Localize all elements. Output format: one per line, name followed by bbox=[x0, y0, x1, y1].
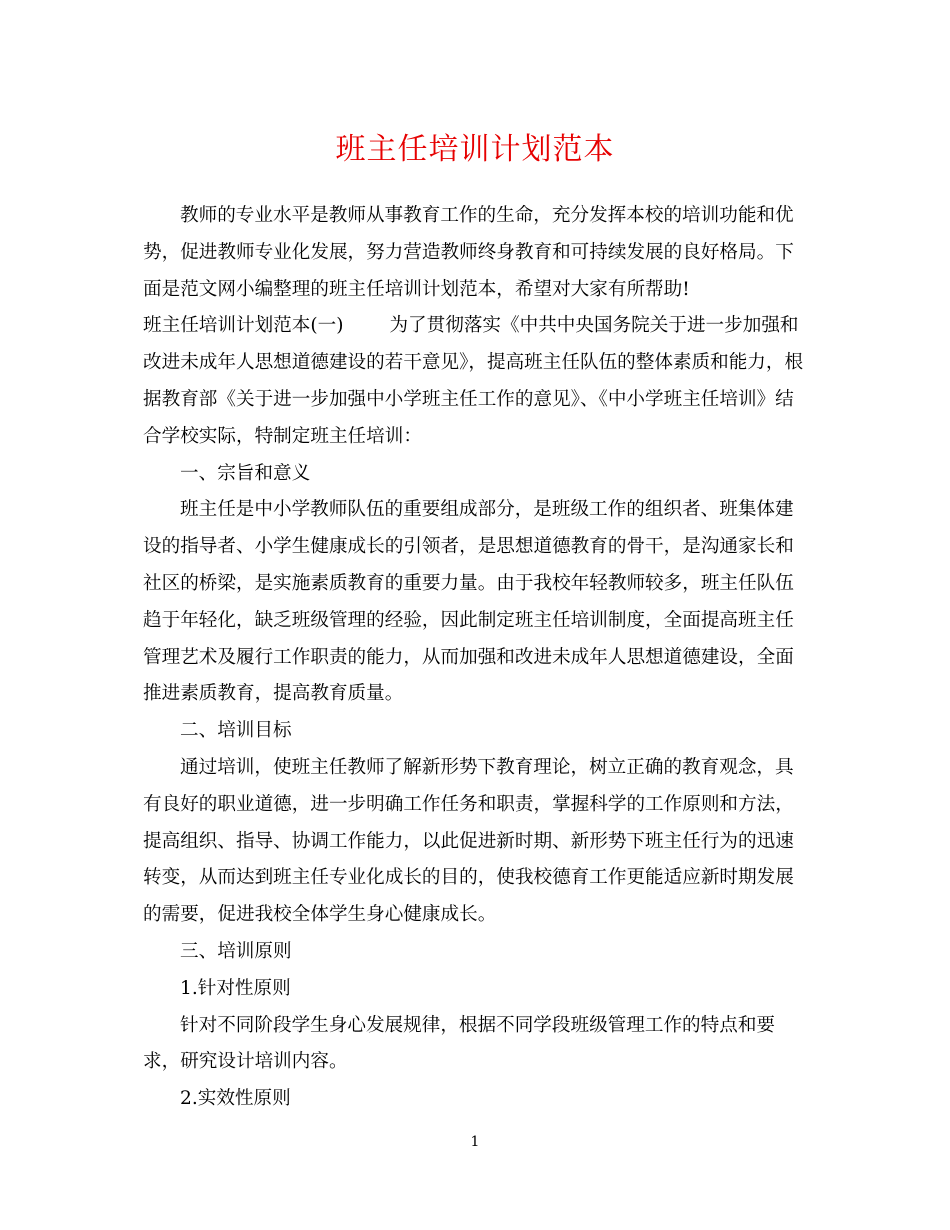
section-body: 班主任是中小学教师队伍的重要组成部分，是班级工作的组织者、班集体建设的指导者、小学生健康成长的引领者，是思想道德教育的骨干，是沟通家长和社区的桥梁，是实施素质教育的重要力量。由于我校年轻教师较多，班主任队伍趋于年轻化，缺乏班级管理的经验，因此制定班主任培训制度，全面提高班主任管理艺术及履行工作职责的能力，从而加强和改进未成年人思想道德建设，全面推进素质教育，提高教育质量。 bbox=[143, 499, 794, 705]
principle-body: 针对不同阶段学生身心发展规律，根据不同学段班级管理工作的特点和要求，研究设计培训内容。 bbox=[143, 1014, 776, 1073]
section-body: 通过培训，使班主任教师了解新形势下教育理论，树立正确的教育观念，具有良好的职业道德，进一步明确工作任务和职责，掌握科学的工作原则和方法，提高组织、指导、协调工作能力，以此促进新时期、新形势下班主任行为的迅速转变，从而达到班主任专业化成长的目的，使我校德育工作更能适应新时期发展的需要，促进我校全体学生身心健康成长。 bbox=[143, 756, 794, 926]
principle-heading: 2.实效性原则 bbox=[180, 1088, 291, 1110]
plan-intro-paragraph bbox=[143, 308, 807, 455]
section-heading: 一、宗旨和意义 bbox=[180, 462, 311, 484]
document-title: 班主任培训计划范本 bbox=[335, 132, 615, 167]
plan-label: 班主任培训计划范本(一) bbox=[143, 315, 344, 337]
plan-intro-text: 为了贯彻落实《中共中央国务院关于进一步加强和改进未成年人思想道德建设的若干意见》，提高班主任队伍的整体素质和能力，根据教育部《关于进一步加强中小学班主任工作的意见》、《中小学班主任培训》结合学校实际，特制定班主任培训： bbox=[143, 315, 804, 447]
document-body bbox=[143, 198, 807, 1118]
intro-paragraph: 教师的专业水平是教师从事教育工作的生命，充分发挥本校的培训功能和优势，促进教师专业化发展，努力营造教师终身教育和可持续发展的良好格局。下面是范文网小编整理的班主任培训计划范本，希望对大家有所帮助! bbox=[143, 205, 794, 300]
section-heading: 二、培训目标 bbox=[180, 720, 292, 742]
section-heading: 三、培训原则 bbox=[180, 940, 292, 962]
page-number: 1 bbox=[470, 1134, 480, 1150]
principle-heading: 1.针对性原则 bbox=[180, 977, 291, 999]
